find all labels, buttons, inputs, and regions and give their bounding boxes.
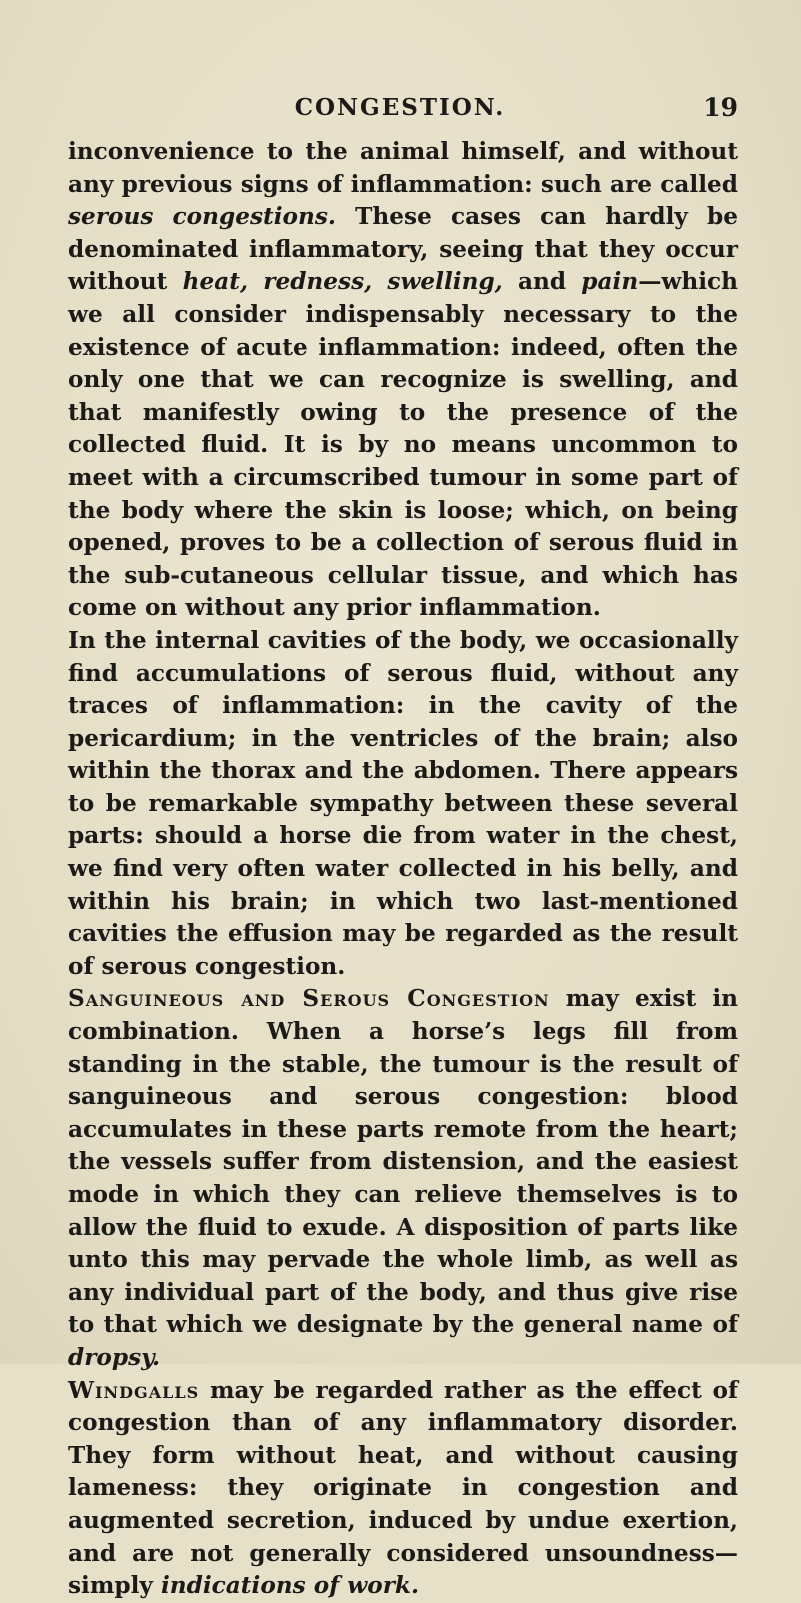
text-run: and [502, 268, 582, 296]
paragraph-3 [68, 983, 738, 1374]
italic-phrase: indications of work. [160, 1572, 420, 1600]
paragraph-2 [68, 625, 738, 984]
italic-phrase: serous congestions. [68, 203, 336, 231]
paragraph-4 [68, 1375, 738, 1603]
italic-phrase: dropsy. [68, 1343, 161, 1371]
small-caps-heading: Sanguineous and Serous Congestion [68, 985, 550, 1013]
text-run: —which we all consider indispensably necessary to the existence of acute inflammation: indeed, often the only one that we can recognize is swelling, and that manifestly owing to the presence of the collected fluid. It is by no means uncommon to meet with a circumscribed tumour in some part of the body where the skin is loose; which, on being opened, proves to be a collection of serous fluid in the sub-cutaneous cellular tissue, and which has come on without any prior inflammation. [68, 268, 738, 622]
italic-phrase: heat, redness, swelling, [182, 268, 503, 296]
running-head: CONGESTION. [294, 94, 506, 121]
text-run: These cases can hardly be denominated inflammatory, seeing that they occur without [68, 203, 738, 296]
page-number: 19 [703, 93, 738, 122]
text-run: In the internal cavities of the body, we occasionally find accumulations of serous fluid, without any traces of inflammation: in the cavity of the pericardium; in the ventricles of the brain; also within the thorax and the abdomen. There appears to be remarkable sympathy between these several parts: should a horse die from water in the chest, we find very often water collected in his belly, and within his brain; in which two last-mentioned cavities the effusion may be regarded as the result of serous congestion. [68, 626, 738, 980]
italic-phrase: pain [581, 268, 639, 296]
small-caps-heading: Windgalls [68, 1376, 200, 1404]
text-run: may be regarded rather as the effect of congestion than of any inflammatory disorder. They form without heat, and without causing lameness: they originate in congestion and augmented secretion, induced by undue exertion, and are not generally considered unsoundness—simply [68, 1376, 738, 1600]
page-header [62, 88, 738, 128]
text-run: inconvenience to the animal himself, and without any previous signs of inflammation: such are called [68, 138, 738, 198]
paragraph-1 [68, 136, 738, 625]
text-run: may exist in combination. When a horse’s legs fill from standing in the stable, the tumour is the result of sanguineous and serous congestion: blood accumulates in these parts remote from the heart; the vessels suffer from distension, and the easiest mode in which they can relieve themselves is to allow the fluid to exude. A disposition of parts like unto this may pervade the whole limb, as well as any individual part of the body, and thus give rise to that which we designate by the general name of [68, 985, 738, 1339]
body-text [68, 136, 738, 1603]
